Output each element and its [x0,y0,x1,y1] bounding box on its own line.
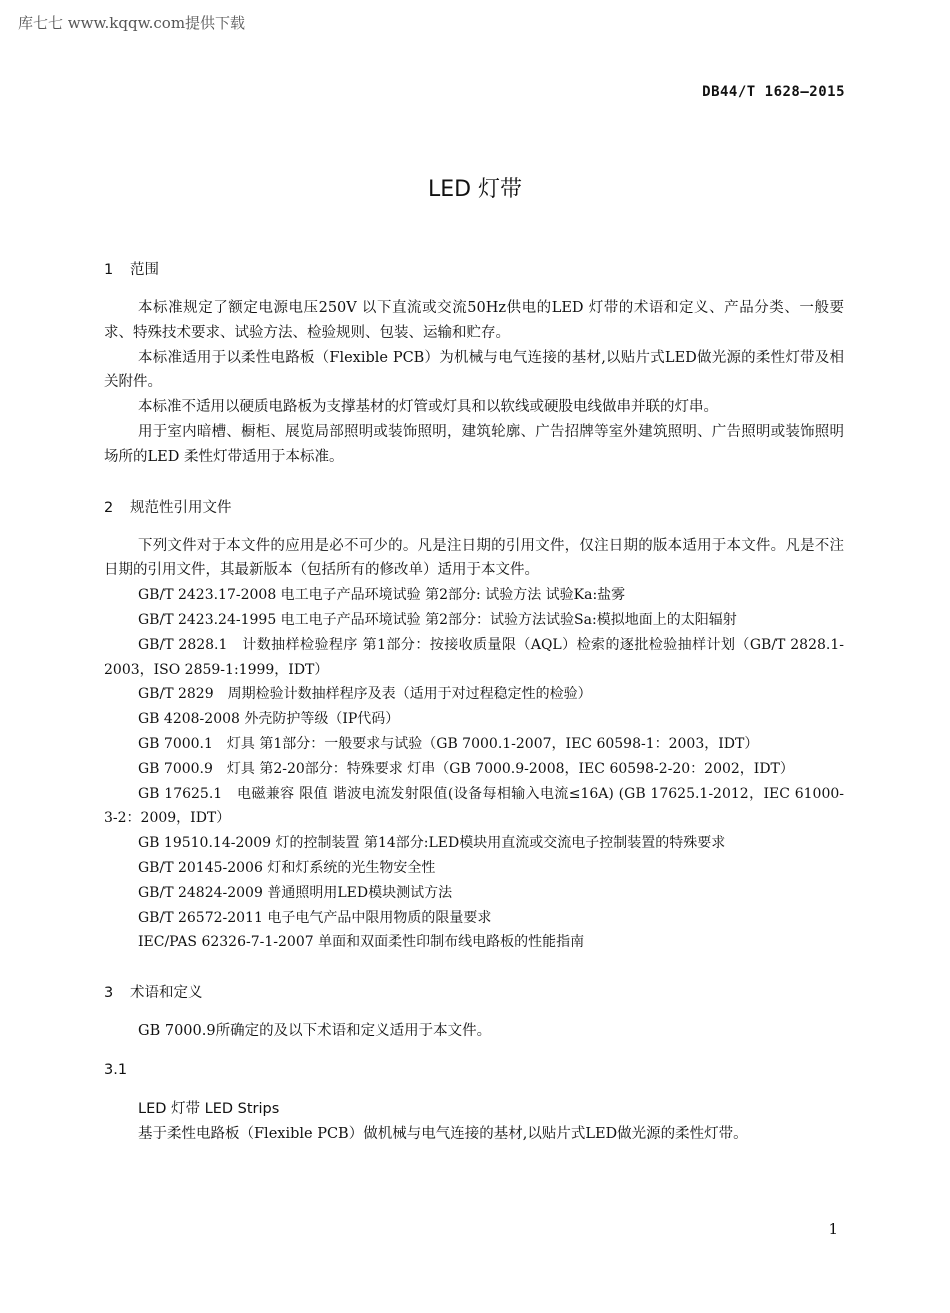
paragraph: 用于室内暗槽、橱柜、展览局部照明或装饰照明，建筑轮廓、广告招牌等室外建筑照明、广告照明或装饰照明场所的LED 柔性灯带适用于本标准。 [104,423,844,465]
section-number: 1 [104,262,114,278]
document-number: DB44/T 1628—2015 [702,84,845,100]
reference-item: GB/T 2828.1 计数抽样检验程序 第1部分：按接收质量限（AQL）检索的逐批检验抽样计划（GB/T 2828.1-2003，ISO 2859-1:1999，IDT） [104,636,844,678]
clause-number: 3.1 [104,1061,128,1078]
reference-item: GB/T 26572-2011 电子电气产品中限用物质的限量要求 [138,909,492,926]
paragraph: 下列文件对于本文件的应用是必不可少的。凡是注日期的引用文件，仅注日期的版本适用于本文件。凡是不注日期的引用文件，其最新版本（包括所有的修改单）适用于本文件。 [104,537,844,579]
reference-item: GB 7000.9 灯具 第2-20部分：特殊要求 灯串（GB 7000.9-2008，IEC 60598-2-20：2002，IDT） [138,760,794,777]
reference-item: GB/T 2423.24-1995 电工电子产品环境试验 第2部分：试验方法试验Sa:模拟地面上的太阳辐射 [138,611,737,628]
reference-item: GB 19510.14-2009 灯的控制装置 第14部分:LED模块用直流或交流电子控制装置的特殊要求 [138,835,726,852]
term-definition: 基于柔性电路板（Flexible PCB）做机械与电气连接的基材,以贴片式LED做光源的柔性灯带。 [138,1125,748,1142]
paragraph: 本标准适用于以柔性电路板（Flexible PCB）为机械与电气连接的基材,以贴片式LED做光源的柔性灯带及相关附件。 [104,349,844,391]
reference-item: GB/T 24824-2009 普通照明用LED模块测试方法 [138,884,453,901]
watermark-text: 库七七 www.kqqw.com提供下载 [18,14,246,32]
paragraph: 本标准规定了额定电源电压250V 以下直流或交流50Hz供电的LED 灯带的术语和定义、产品分类、一般要求、特殊技术要求、试验方法、检验规则、包装、运输和贮存。 [104,300,844,341]
reference-item: GB 4208-2008 外壳防护等级（IP代码） [138,711,400,728]
paragraph: 本标准不适用以硬质电路板为支撑基材的灯管或灯具和以软线或硬股电线做串并联的灯串。 [138,399,718,416]
reference-item: GB 17625.1 电磁兼容 限值 谐波电流发射限值(设备每相输入电流≤16A) (GB 17625.1-2012，IEC 61000-3-2：2009，IDT） [104,785,844,827]
paragraph: GB 7000.9所确定的及以下术语和定义适用于本文件。 [138,1023,492,1040]
reference-item: GB 7000.1 灯具 第1部分：一般要求与试验（GB 7000.1-2007，IEC 60598-1：2003，IDT） [138,735,759,752]
page-title: LED 灯带 [427,177,523,202]
reference-item: GB/T 20145-2006 灯和灯系统的光生物安全性 [138,859,436,876]
document-body [104,258,844,1146]
term-name: LED 灯带 LED Strips [138,1100,280,1117]
section-heading-1 [104,258,844,282]
reference-item: IEC/PAS 62326-7-1-2007 单面和双面柔性印制布线电路板的性能指南 [138,934,585,951]
reference-item: GB/T 2829 周期检验计数抽样程序及表（适用于对过程稳定性的检验） [138,686,592,703]
reference-item: GB/T 2423.17-2008 电工电子产品环境试验 第2部分: 试验方法 试验Ka:盐雾 [138,587,626,604]
section-number: 2 [104,499,114,516]
page-number: 1 [828,1220,838,1238]
section-heading-2 [104,496,844,520]
section-number: 3 [104,985,114,1002]
section-title: 范围 [130,262,159,278]
section-title: 规范性引用文件 [130,499,232,516]
section-title: 术语和定义 [130,985,203,1002]
section-heading-3 [104,981,844,1005]
